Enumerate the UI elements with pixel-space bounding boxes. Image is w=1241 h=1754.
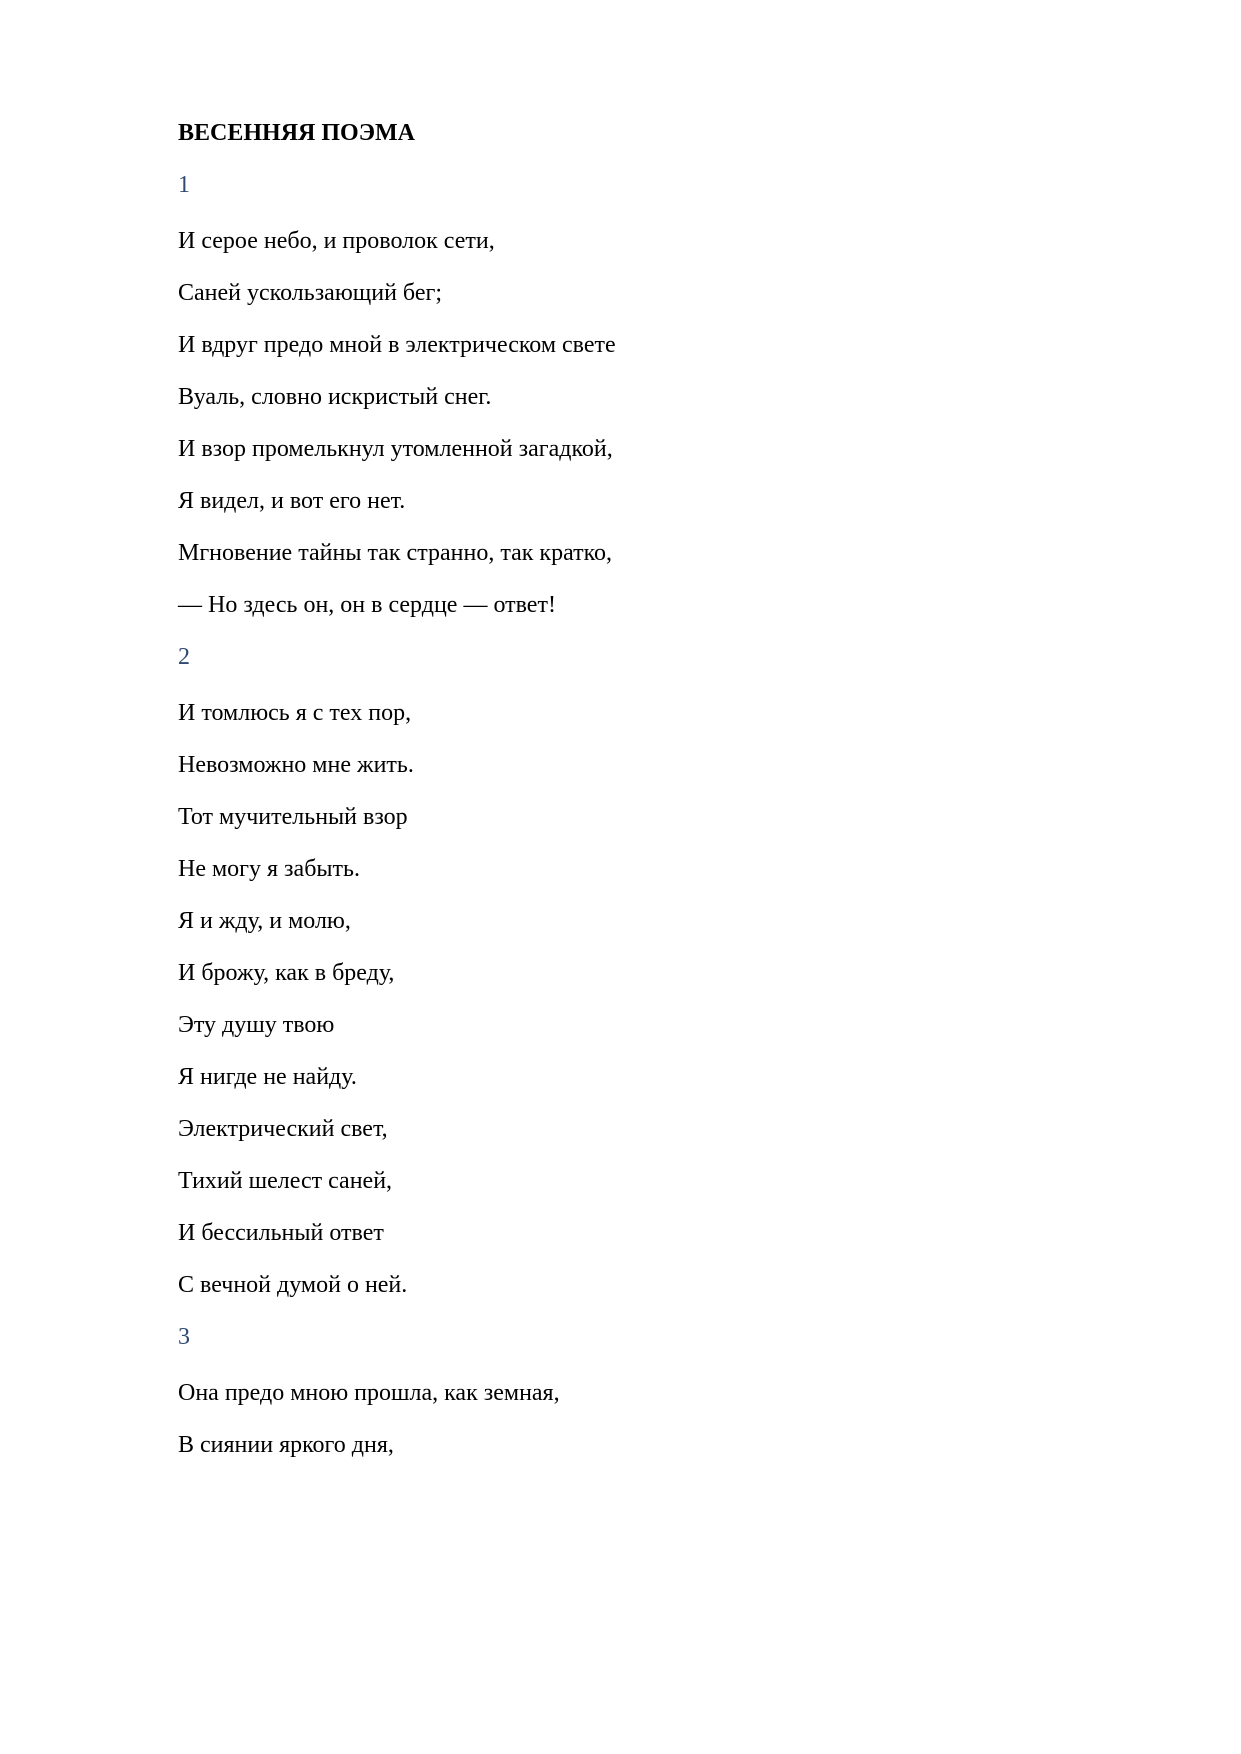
poem-line: Я нигде не найду.: [178, 1064, 357, 1090]
poem-line: Тихий шелест саней,: [178, 1168, 393, 1194]
poem-line: Не могу я забыть.: [178, 856, 360, 882]
poem-line: Тот мучительный взор: [178, 804, 408, 830]
poem-line: Эту душу твою: [178, 1012, 335, 1038]
poem-line: — Но здесь он, он в сердце — ответ!: [178, 592, 556, 618]
part-number: 3: [178, 1324, 190, 1350]
poem-line: И бессильный ответ: [178, 1220, 384, 1246]
poem-line: В сиянии яркого дня,: [178, 1432, 394, 1458]
poem-line: Мгновение тайны так странно, так кратко,: [178, 540, 613, 566]
poem-title: ВЕСЕННЯЯ ПОЭМА: [178, 120, 415, 146]
poem-line: Она предо мною прошла, как земная,: [178, 1380, 560, 1406]
poem-line: Невозможно мне жить.: [178, 752, 414, 778]
poem-line: Электрический свет,: [178, 1116, 388, 1142]
poem-line: И серое небо, и проволок сети,: [178, 228, 495, 254]
part-number: 2: [178, 644, 190, 670]
poem-line: С вечной думой о ней.: [178, 1272, 408, 1298]
poem-line: Вуаль, словно искристый снег.: [178, 384, 492, 410]
poem-line: Я видел, и вот его нет.: [178, 488, 406, 514]
part-number: 1: [178, 172, 190, 198]
poem-line: И вдруг предо мной в электрическом свете: [178, 332, 616, 358]
poem-line: Я и жду, и молю,: [178, 908, 351, 934]
poem-line: И томлюсь я с тех пор,: [178, 700, 412, 726]
poem-line: И взор промелькнул утомленной загадкой,: [178, 436, 613, 462]
poem-line: И брожу, как в бреду,: [178, 960, 395, 986]
poem-line: Саней ускользающий бег;: [178, 280, 442, 306]
